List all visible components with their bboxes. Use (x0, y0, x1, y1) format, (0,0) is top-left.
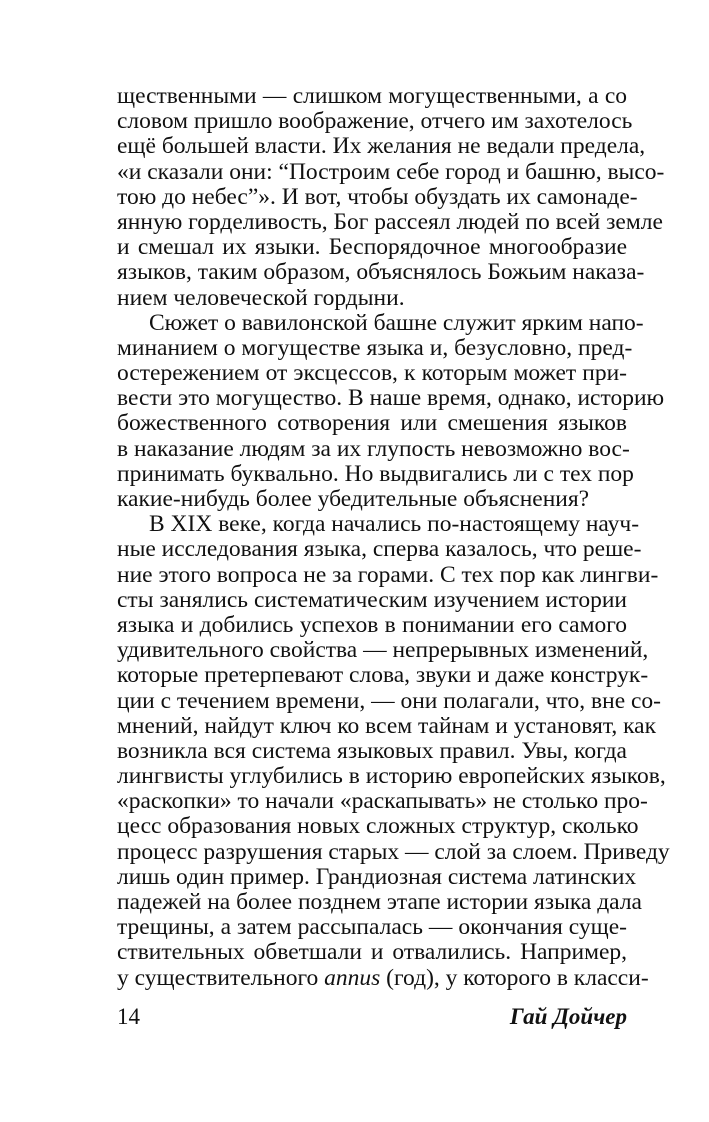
text-line: трещины, а затем рассыпалась — окончания суще- (117, 914, 627, 941)
text-line: В XIX веке, когда начались по-настоящему науч- (149, 511, 640, 538)
text-line: падежей на более позднем этапе истории языка дала (117, 889, 642, 915)
text-line: мнений, найдут ключ ко всем тайнам и установят, как (117, 712, 657, 739)
text-line: цесс образования новых сложных структур, сколько (117, 813, 639, 840)
text-line: божественного сотворения или смешения языков (117, 410, 627, 437)
text-line: которые претерпевают слова, звуки и даже конструк- (117, 662, 649, 689)
text-line: нием человеческой гордыни. (117, 284, 405, 311)
text-line: щественными — слишком могущественными, а со (117, 83, 627, 109)
page-number: 14 (117, 1004, 140, 1029)
text-line: минанием о могуществе языка и, безусловно, пред- (117, 334, 633, 361)
text-line: ции с течением времени, — они полагали, что, вне со- (117, 687, 661, 714)
text-line: Сюжет о вавилонской башне служит ярким напо- (149, 309, 644, 336)
text-line: языков, таким образом, объяснялось Божьим наказа- (117, 259, 645, 286)
text-line: процесс разрушения старых — слой за слоем. Приведу (117, 838, 670, 865)
text-line: вести это могущество. В наше время, однако, историю (117, 385, 665, 412)
text-line: принимать буквально. Но выдвигались ли с тех пор (117, 460, 634, 487)
text-line: лингвисты углубились в историю европейских языков, (117, 763, 666, 790)
text-line: возникла вся система языковых правил. Увы, когда (117, 737, 627, 764)
text-line: языка и добились успехов в понимании его самого (117, 611, 627, 638)
text-line: «и сказали они: “Построим себе город и башню, высо- (117, 158, 665, 185)
text-line: сты занялись систематическим изучением истории (117, 586, 627, 613)
body-text (117, 83, 670, 991)
text-line: «раскопки» то начали «раскапывать» не столько про- (117, 788, 648, 815)
page-footer (117, 1004, 627, 1032)
text-line: какие-нибудь более убедительные объяснения? (117, 486, 590, 512)
text-line: ещё большей власти. Их желания не ведали предела, (117, 133, 646, 160)
text-line: ные исследования языка, сперва казалось, что реше- (117, 536, 642, 563)
text-line: янную горделивость, Бог рассеял людей по всей земле (117, 208, 663, 235)
text-line: ние этого вопроса не за горами. С тех пор как лингви- (117, 561, 659, 588)
text-segment: у существительного (117, 964, 325, 991)
text-line: остережением от эксцессов, к которым может при- (117, 360, 627, 387)
text-line: тою до небес”». И вот, чтобы обуздать их самонаде- (117, 183, 638, 210)
paragraph (117, 964, 649, 991)
text-line: ствительных обветшали и отвалились. Например, (117, 939, 627, 966)
text-line (117, 964, 649, 991)
text-line: удивительного свойства — непрерывных изменений, (117, 637, 649, 664)
paragraph (117, 511, 670, 966)
text-line: словом пришло воображение, отчего им захотелось (117, 108, 633, 135)
paragraph (117, 309, 665, 513)
running-author: Гай Дойчер (509, 1004, 627, 1029)
latin-word: annus (324, 964, 381, 991)
text-line: лишь один пример. Грандиозная система латинских (117, 863, 637, 890)
text-segment: (год), у которого в класси- (380, 964, 649, 991)
text-line: и смешал их языки. Беспорядочное многообразие (117, 234, 627, 261)
text-line: в наказание людям за их глупость невозможно вос- (117, 435, 630, 462)
paragraph (117, 83, 665, 311)
